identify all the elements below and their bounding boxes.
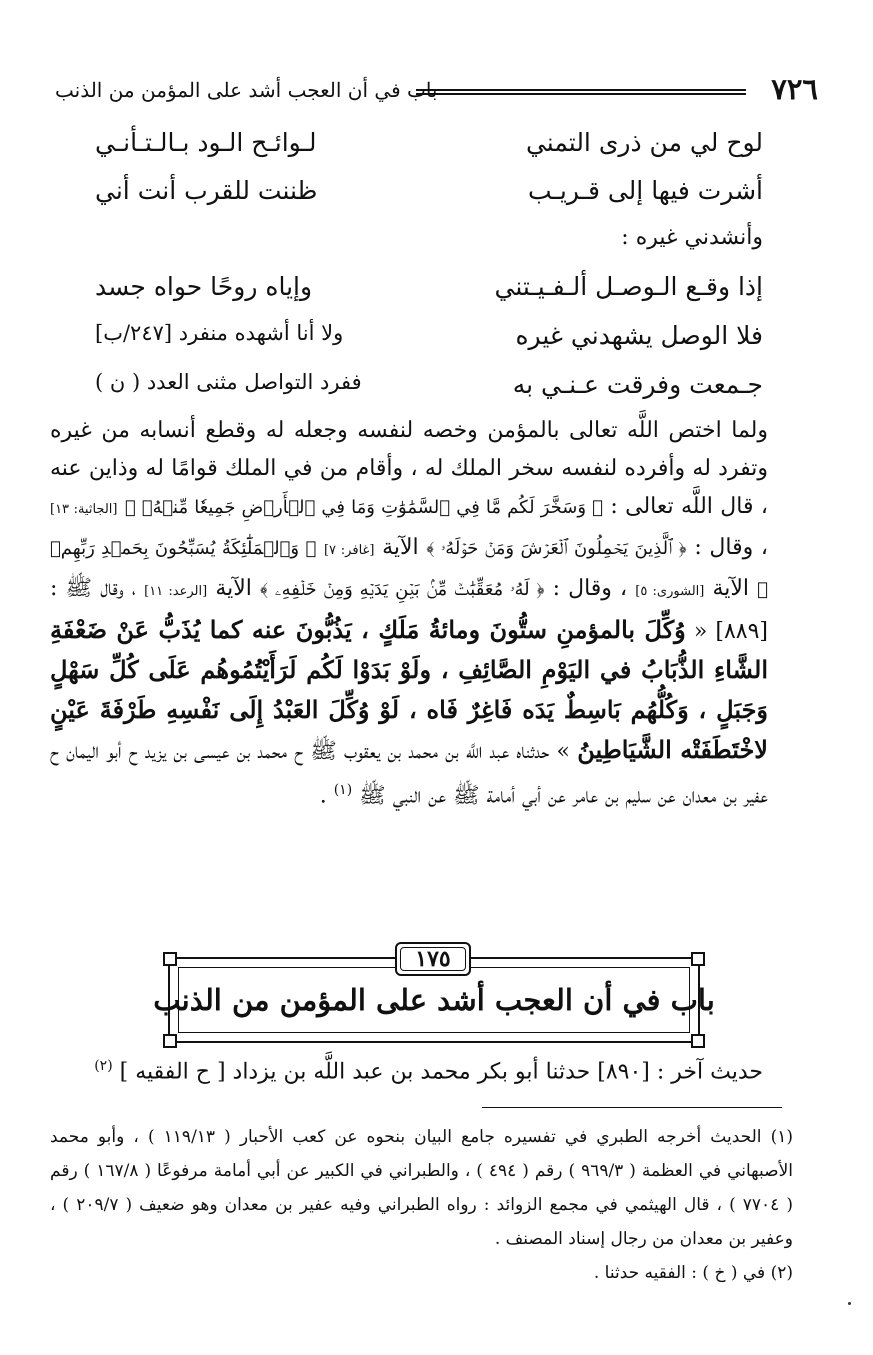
hemistich-second: ففرد التواصل مثنى العدد ( ن ) [95,370,362,394]
paragraph-text: ، وقال : [694,535,769,560]
page-header [55,70,818,110]
paragraph-text: الآية [215,576,252,601]
hemistich-first: لوح لي من ذرى التمني [525,128,763,157]
quran-verse: ﴿ وَٱلۡمَلَٰٓئِكَةُ يُسَبِّحُونَ بِحَمۡدِ رَبِّهِمۡ ﴾ [50,538,768,600]
section-heading [153,967,715,1033]
main-text [50,412,768,815]
quran-verse: ﴿ لَهُۥ مُعَقِّبَٰتٞ مِّنۢ بَيۡنِ يَدَيۡهِ وَمِنۡ خَلۡفِهِۦ ﴾ [260,579,545,600]
hemistich-second: ولا أنا أشهده منفرد [٢٤٧/ب] [95,321,344,345]
running-title: باب في أن العجب أشد على المؤمن من الذنب [55,78,438,102]
paragraph-text: ، وقال ﷺ : [٨٨٩] « [50,576,768,644]
header-rule [416,89,746,95]
hemistich-first: فلا الوصل يشهدني غيره [515,321,763,350]
frame-corner [163,1034,177,1048]
frame-corner [691,952,705,966]
hemistich-second: ظننت للقرب أنت أني [95,176,318,205]
section-number-text: ١٧٥ [415,946,451,972]
hemistich-first: جـمعت وفرقت عـنـي به [512,370,763,399]
verse-citation: [الشورى: ٥] [635,584,705,599]
paragraph-text: الآية [712,576,750,601]
scan-speck [848,1302,851,1305]
paragraph-text: . [319,783,327,809]
footnote-ref: (١) [333,782,353,798]
footnote-ref: (٢) [94,1058,113,1074]
verse-citation: [الجاثية: ١٣] [50,502,118,517]
quran-verse: ﴿ وَسَخَّرَ لَكُم مَّا فِي ٱلسَّمَٰوَٰتِ وَمَا فِي ٱلۡأَرۡضِ جَمِيعٗا مِّنۡهُۚ ﴾ [124,497,603,518]
section-title: باب في أن العجب أشد على المؤمن من الذنب [153,983,715,1017]
hemistich-first: إذا وقـع الـوصـل ألـفـيـتني [494,272,763,301]
verse-line [95,176,763,216]
paragraph-text: الآية [382,535,419,560]
verse-line [95,128,763,168]
footnote-divider [482,1107,782,1108]
paragraph-text: » حدثناه عبد اللَّه بن محمد بن يعقوب ﷺ ح محمد بن عيسى بن يزيد ح أبو اليمان ح عفير بن معدان عن سليم بن عامر عن أبي أمامة ﷺ عن النبي ﷺ [50,739,768,809]
paragraph-text: ولما اختص اللَّه تعالى بالمؤمن وخصه لنفسه وجعله له وقطع أنسابه من غيره وتفرد له وأفرده لنفسه سخر الملك له ، وأقام من في الملك قوامًا له وذاين عنه ، قال اللَّه تعالى : [50,418,768,519]
footnotes [50,1120,793,1290]
frame-corner [163,952,177,966]
hadith-chain: حديث آخر : [٨٩٠] حدثنا أبو بكر محمد بن عبد اللَّه بن يزداد [ ح الفقيه ] [119,1059,763,1085]
page-number: ٧٢٦ [771,72,818,106]
hemistich-second: وإياه روحًا حواه جسد [95,272,313,301]
paragraph-text: ، وقال : [552,576,628,601]
frame-corner [691,1034,705,1048]
verse-line [95,370,763,410]
hadith-text: وُكِّلَ بالمؤمنِ ستُّونَ ومائةُ مَلَكٍ ، يَذُبُّونَ عنه كما يُذَبُّ عَنْ ضَعْفَةِ الشَّاءِ الذُّبَابُ في اليَوْمِ الصَّائِفِ ، ولَوْ بَدَوْا لَكُم لَرَأَيْتُمُوهُم عَلَى كُلِّ سَهْلٍ وَجَبَلٍ ، وَكُلُّهُم بَاسِطٌ يَدَه فَاغِرٌ فَاه ، لَوْ وُكِّلَ العَبْدُ إِلَى نَفْسِهِ طَرْفَةَ عَيْنٍ لاخْتَطَفَتْه الشَّيَاطِينُ [50,615,768,764]
hemistich-second: لـوائـح الـود بـالـتـأنـي [95,128,317,157]
hemistich-first: أشرت فيها إلى قـريـب [528,176,763,205]
next-hadith [94,1058,763,1084]
footnote-2: (٢) في ( خ ) : الفقيه حدثنا . [593,1263,793,1283]
verse-line [95,321,763,361]
verse-citation: [غافر: ٧] [323,543,375,558]
poem-intro: وأنشدني غيره : [621,225,763,250]
quran-verse: ﴿ ٱلَّذِينَ يَحۡمِلُونَ ٱلۡعَرۡشَ وَمَنۡ حَوۡلَهُۥ ﴾ [426,538,687,559]
footnote-1: (١) الحديث أخرجه الطبري في تفسيره جامع البيان بنحوه عن كعب الأحبار ( ١١٩/١٣ ) ، وأبو محمد الأصبهاني في العظمة ( ٩٦٩/٣ ) رقم ( ٤٩٤ ) ، والطبراني في الكبير عن أبي أمامة مرفوعًا ( ١٦٧/٨ ) رقم ( ٧٧٠٤ ) ، قال الهيثمي في مجمع الزوائد : رواه الطبراني وفيه عفير بن معدان وهو ضعيف ( ٢٠٩/٧ ) ، وعفير بن معدان من رجال إسناد المصنف . [50,1127,794,1249]
verse-citation: [الرعد: ١١] [144,584,208,599]
section-number [395,942,471,976]
verse-line [95,272,763,312]
